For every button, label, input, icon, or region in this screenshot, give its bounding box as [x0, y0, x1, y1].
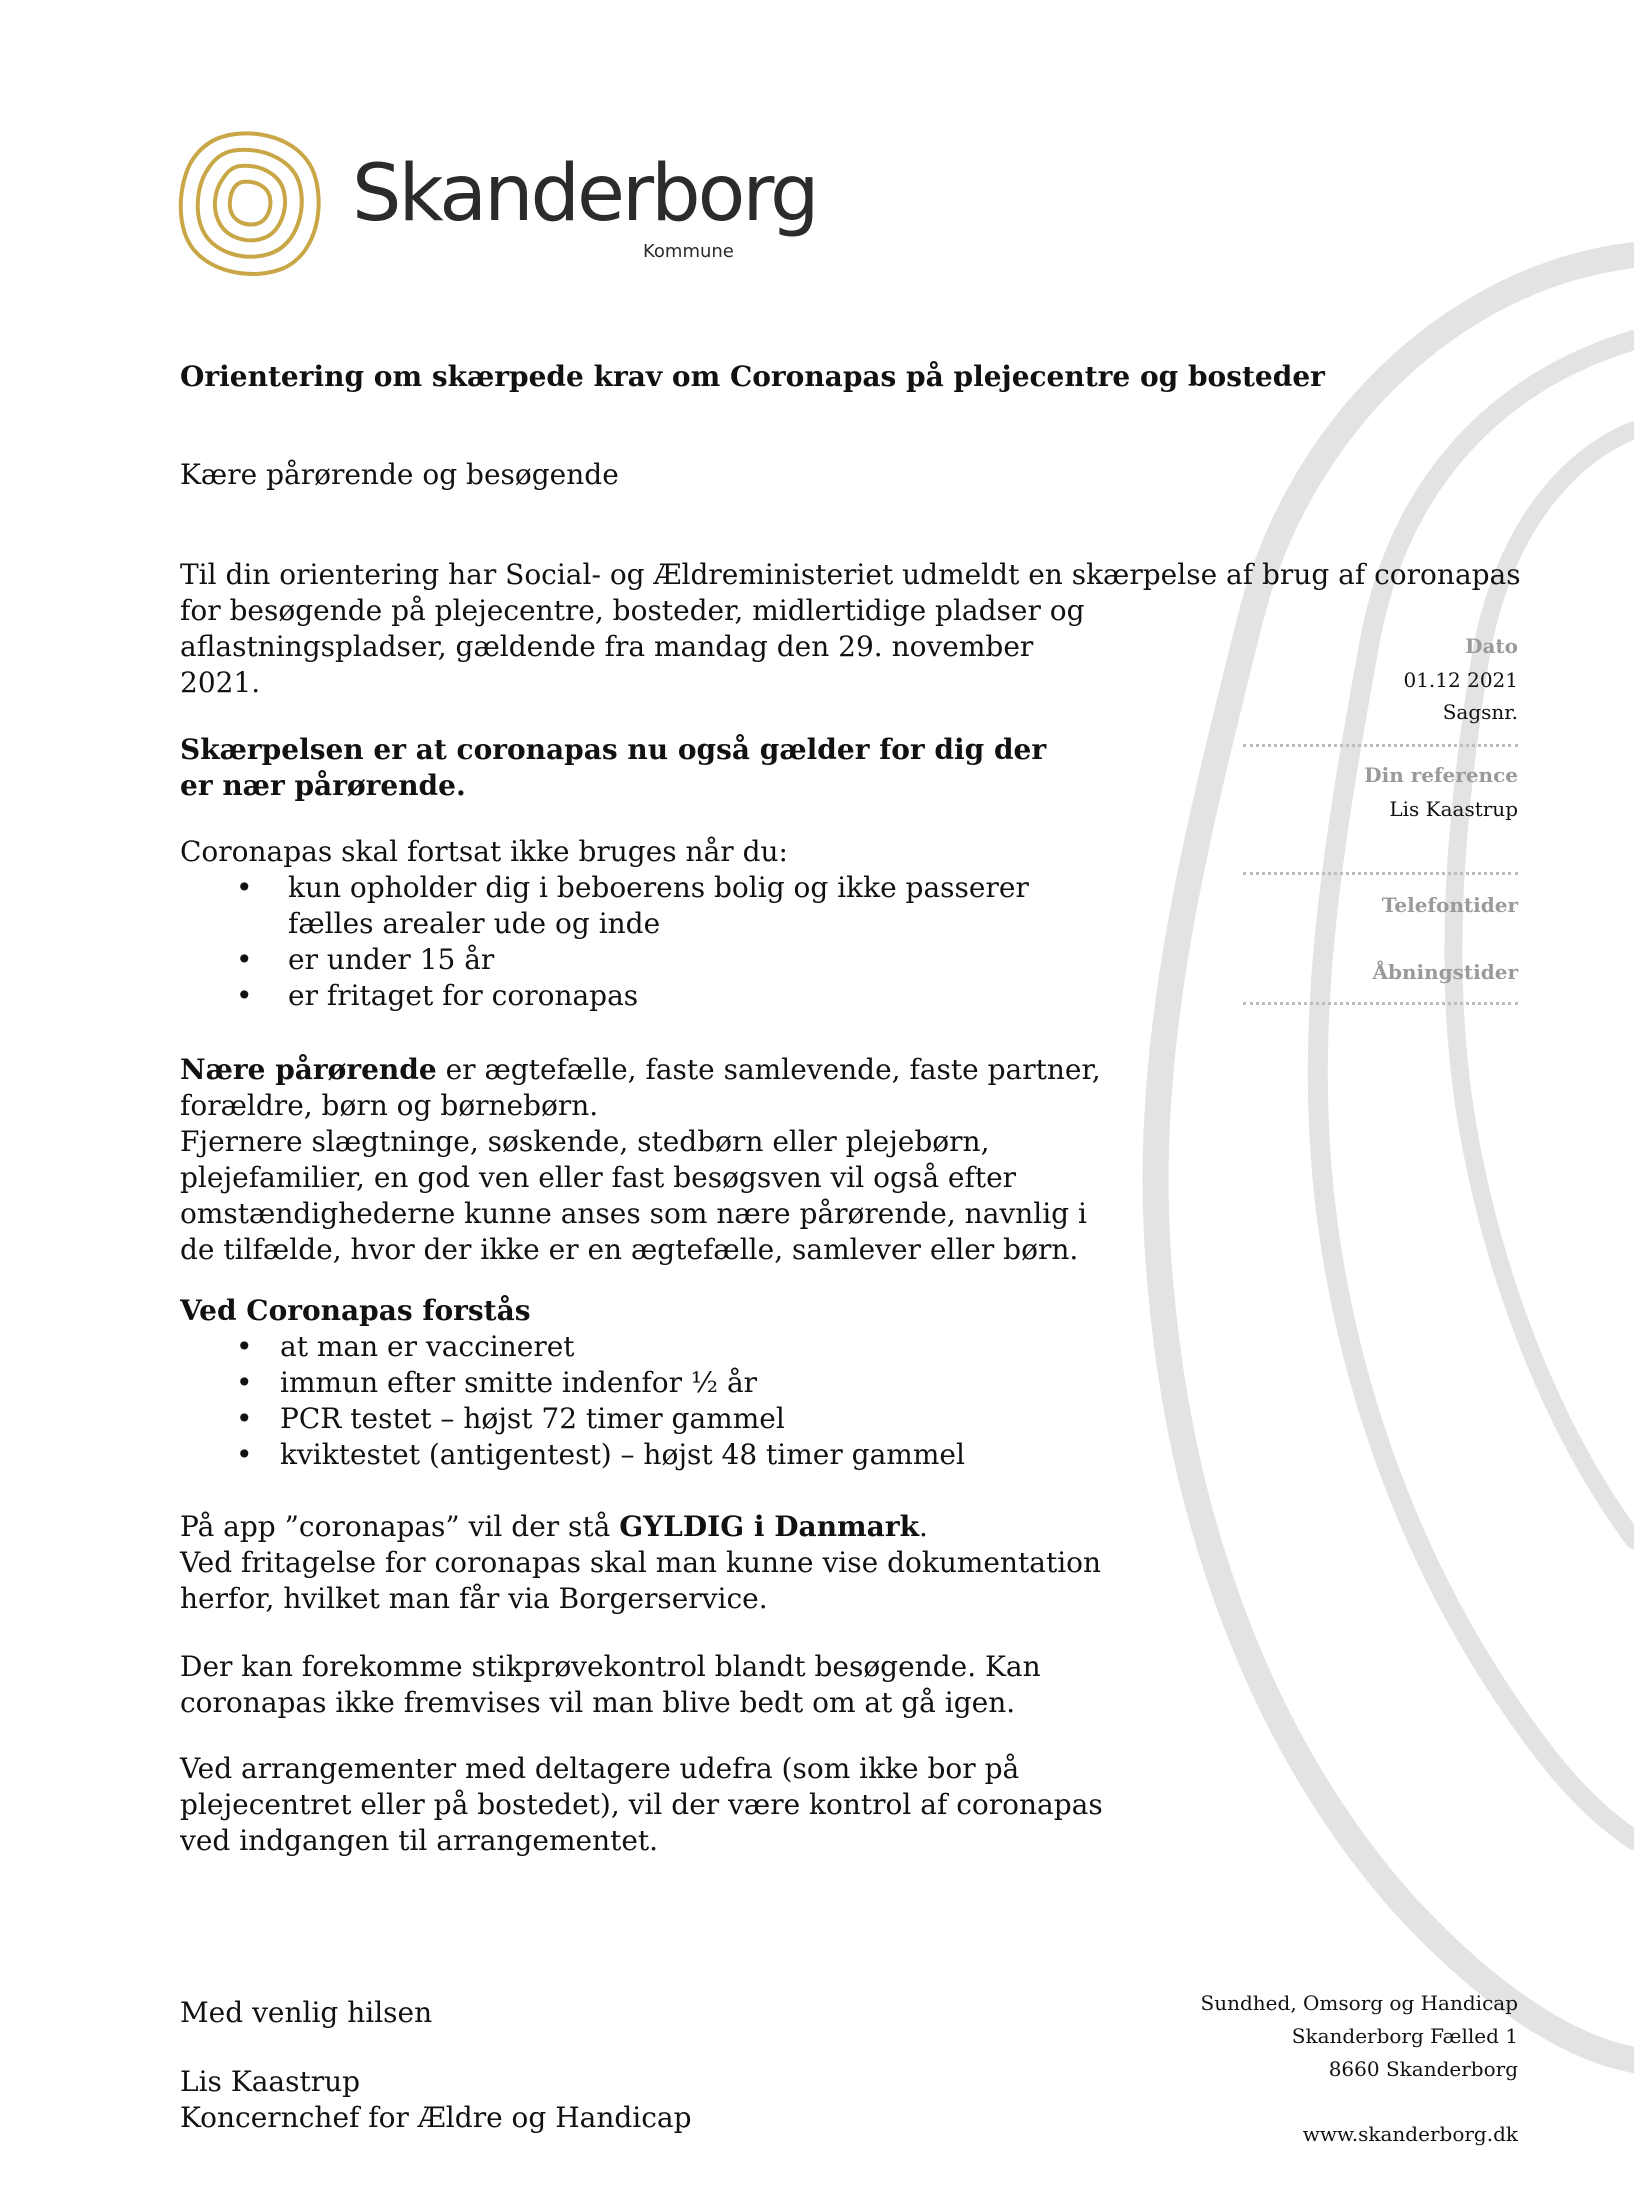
closing-regards: Med venlig hilsen: [180, 1996, 433, 2029]
reference-label: Din reference: [1364, 763, 1518, 787]
footer-website-link[interactable]: www.skanderborg.dk: [1302, 2122, 1518, 2146]
list-item: • at man er vaccineret: [180, 1329, 965, 1365]
intro-paragraph: [180, 557, 1521, 701]
opening-hours-label: Åbningstider: [1372, 960, 1518, 984]
case-number-label: Sagsnr.: [1442, 700, 1518, 724]
intro-line: Til din orientering har Social- og Ældreministeriet udmeldt en skærpelse af brug af coronapas: [180, 558, 1521, 591]
reference-value: Lis Kaastrup: [1389, 797, 1518, 821]
list-item: • kun opholder dig i beboerens bolig og ikke passerer fælles arealer ude og inde: [180, 870, 1029, 942]
list-item: • er under 15 år: [180, 942, 1029, 978]
divider: [1243, 744, 1518, 747]
logo-wordmark: Skanderborg: [352, 149, 817, 239]
app-paragraph: På app ”coronapas” vil der stå GYLDIG i Danmark. Ved fritagelse for coronapas skal man kunne vise dokumentation herfor, hvilket man får via Borgerservice.: [180, 1510, 1102, 1615]
phone-hours-label: Telefontider: [1381, 893, 1518, 917]
intro-line: 2021.: [180, 666, 261, 699]
intro-line: for besøgende på plejecentre, bosteder, midlertidige pladser og: [180, 594, 1085, 627]
list-item: • er fritaget for coronapas: [180, 978, 1029, 1014]
coronapas-heading: Ved Coronapas forstås: [180, 1294, 531, 1327]
footer-street: Skanderborg Fælled 1: [1291, 2024, 1518, 2048]
divider: [1243, 1002, 1518, 1005]
signature-name: Lis Kaastrup: [180, 2065, 361, 2098]
valid-status: GYLDIG i Danmark: [619, 1510, 919, 1543]
coronapas-section: [180, 1293, 965, 1473]
date-value: 01.12 2021: [1403, 668, 1518, 692]
skanderborg-logo-icon: [176, 128, 326, 278]
list-item: • kviktestet (antigentest) – højst 48 timer gammel: [180, 1437, 965, 1473]
intro-line: aflastningspladser, gældende fra mandag den 29. november: [180, 630, 1034, 663]
emphasis-line: er nær pårørende.: [180, 769, 466, 802]
events-paragraph: Ved arrangementer med deltagere udefra (som ikke bor på plejecentret eller på bostedet), vil der være kontrol af coronapas ved indgangen til arrangementet.: [180, 1752, 1103, 1857]
signature-role: Koncernchef for Ældre og Handicap: [180, 2101, 692, 2134]
footer-city: 8660 Skanderborg: [1328, 2057, 1518, 2081]
emphasis-line: Skærpelsen er at coronapas nu også gælder for dig der: [180, 733, 1047, 766]
document-title: Orientering om skærpede krav om Coronapas på plejecentre og bosteder: [180, 360, 1325, 393]
footer-address: [1201, 1987, 1518, 2086]
emphasis-paragraph: [180, 732, 1046, 804]
exemptions-section: [180, 834, 1029, 1014]
date-label: Dato: [1465, 634, 1518, 658]
greeting: Kære pårørende og besøgende: [180, 458, 619, 491]
footer-department: Sundhed, Omsorg og Handicap: [1200, 1991, 1518, 2015]
divider: [1243, 872, 1518, 875]
exemptions-lead: Coronapas skal fortsat ikke bruges når du:: [180, 835, 788, 868]
list-item: • immun efter smitte indenfor ½ år: [180, 1365, 965, 1401]
relatives-term: Nære pårørende: [180, 1053, 437, 1086]
control-paragraph: Der kan forekomme stikprøvekontrol blandt besøgende. Kan coronapas ikke fremvises vil man blive bedt om at gå igen.: [180, 1650, 1041, 1719]
logo-subtitle: Kommune: [643, 241, 734, 262]
relatives-paragraph: Nære pårørende er ægtefælle, faste samlevende, faste partner, forældre, børn og børnebørn. Fjernere slægtninge, søskende, stedbørn eller plejebørn, plejefamilier, en god ven eller fast besøgsven vil også efter omstændighederne kunne anses som nære pårørende, navnlig i de tilfælde, hvor der ikke er en ægtefælle, samlever eller børn.: [180, 1053, 1101, 1266]
list-item: • PCR testet – højst 72 timer gammel: [180, 1401, 965, 1437]
